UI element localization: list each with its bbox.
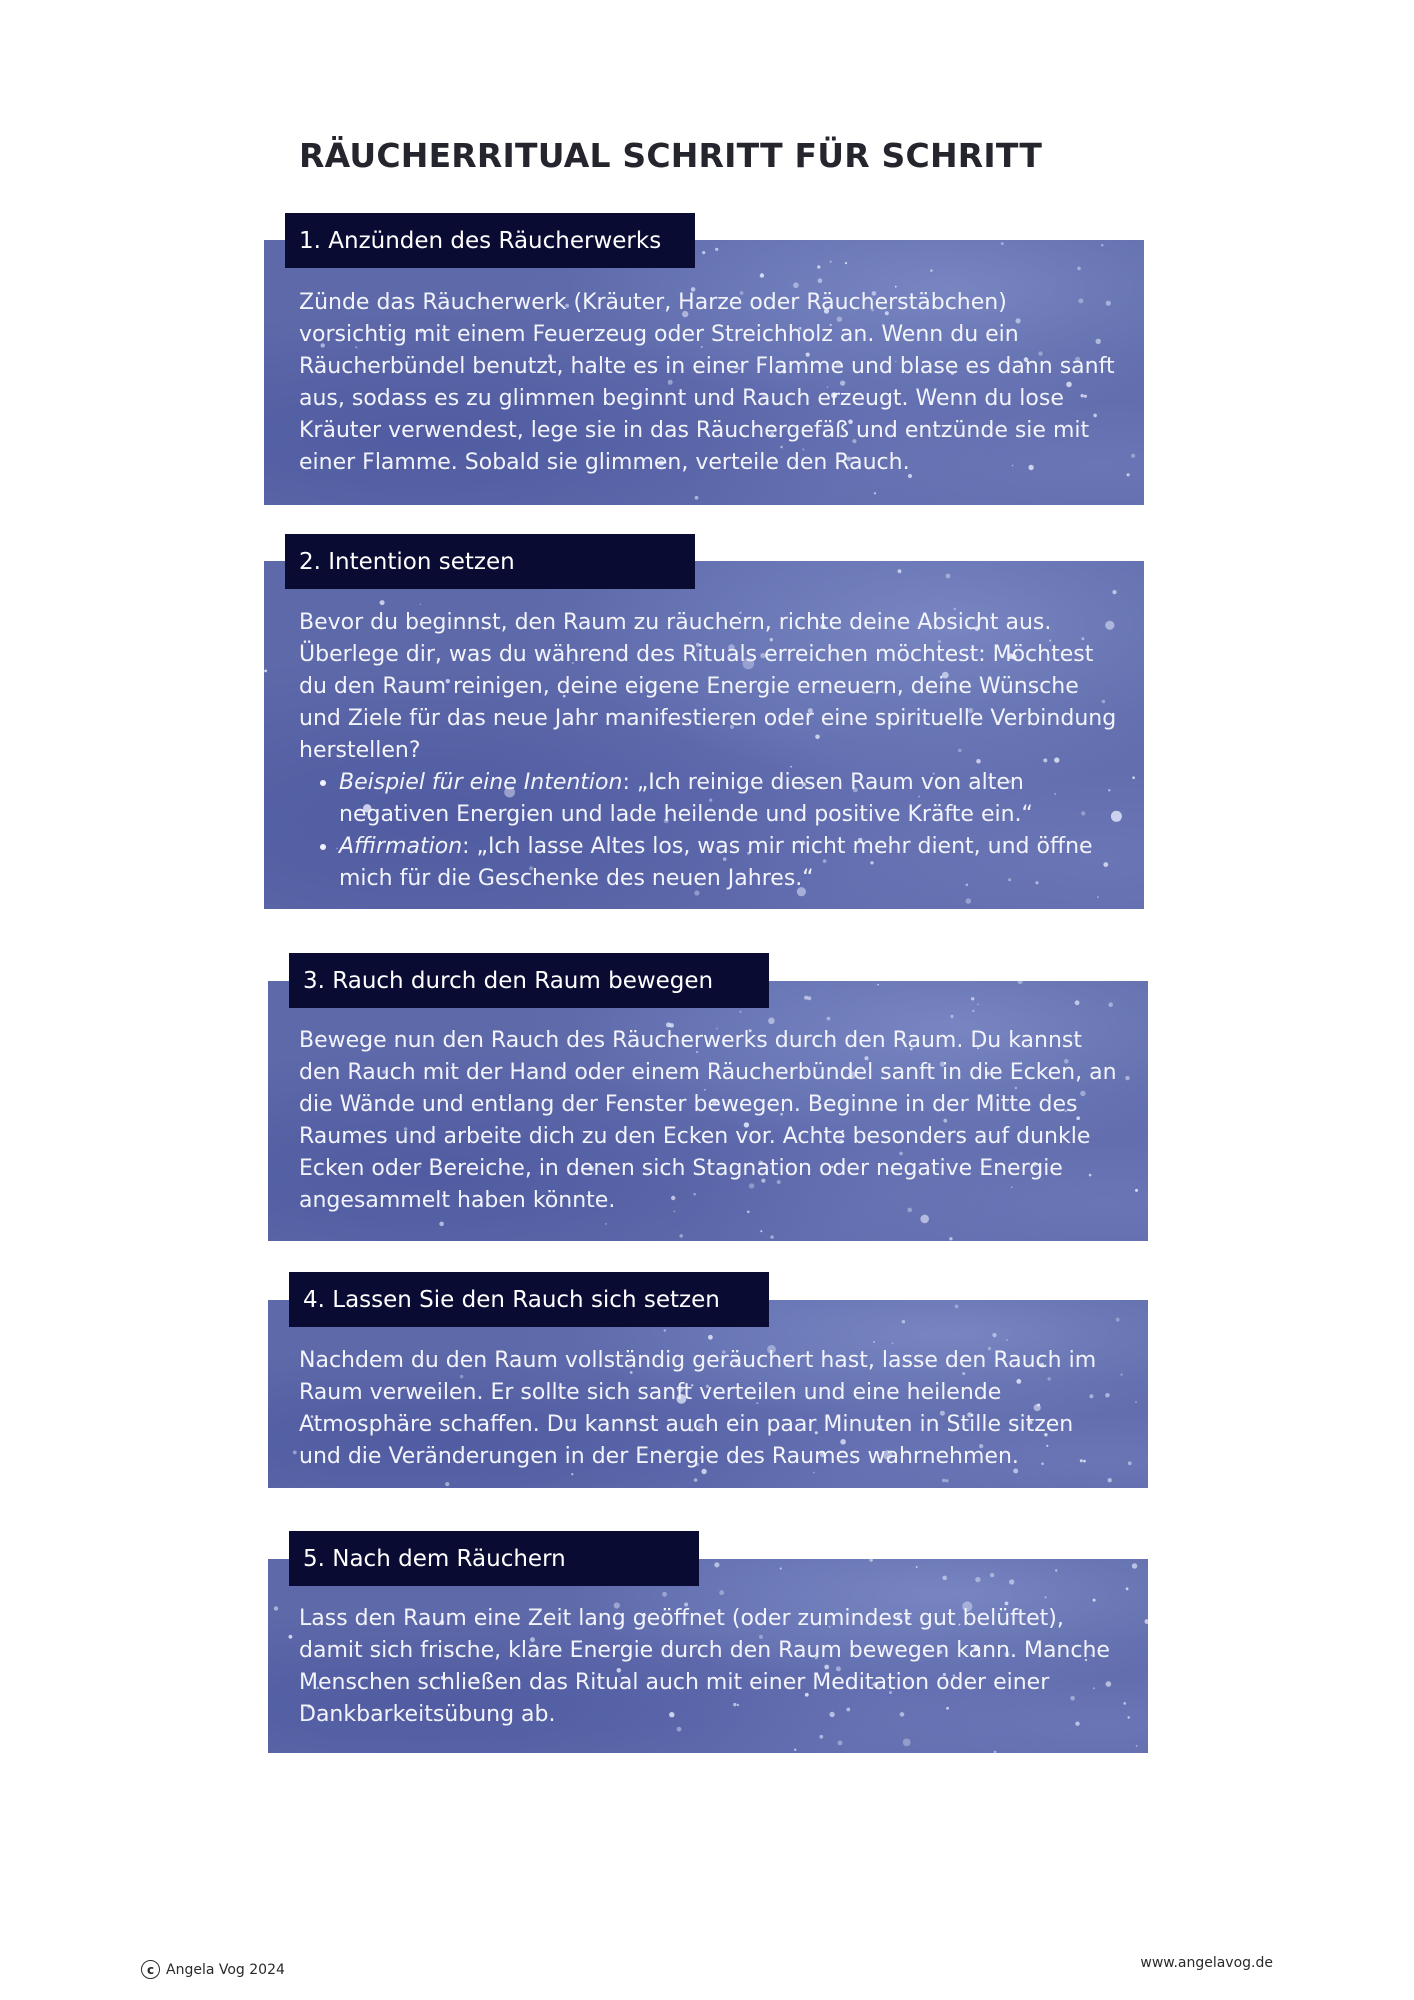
bullet-label: Affirmation: [339, 834, 463, 859]
copyright-text: Angela Vog 2024: [166, 1961, 285, 1978]
step-2-paragraph: Bevor du beginnst, den Raum zu räuchern, richte deine Absicht aus. Überlege dir, was du während des Rituals erreichen möchtest: Möchtest du den Raum reinigen, deine eigene Energie erneuern, deine Wünsche und Ziele für das neue Jahr manifestieren oder eine spirituelle Verbindung herstellen?: [299, 610, 1117, 763]
footer-website: www.angelavog.de: [1140, 1955, 1273, 1971]
step-5-paragraph: Lass den Raum eine Zeit lang geöffnet (oder zumindest gut belüftet), damit sich frische, klare Energie durch den Raum bewegen kann. Manche Menschen schließen das Ritual auch mit einer Meditation oder einer Dankbarkeitsübung ab.: [299, 1606, 1110, 1727]
step-3-paragraph: Bewege nun den Rauch des Räucherwerks durch den Raum. Du kannst den Rauch mit der Hand oder einem Räucherbündel sanft in die Ecken, an die Wände und entlang der Fenster bewegen. Beginne in der Mitte des Raumes und arbeite dich zu den Ecken vor. Achte besonders auf dunkle Ecken oder Bereiche, in denen sich Stagnation oder negative Energie angesammelt haben könnte.: [299, 1028, 1117, 1213]
footer-copyright: [141, 1960, 285, 1979]
step-3-heading: 3. Rauch durch den Raum bewegen: [289, 953, 769, 1008]
copyright-icon: c: [141, 1960, 160, 1979]
step-5-heading: 5. Nach dem Räuchern: [289, 1531, 699, 1586]
bullet-text: : „Ich reinige diesen Raum von alten negativen Energien und lade heilende und positive Kräfte ein.“: [339, 770, 1033, 827]
list-item: [339, 767, 1119, 831]
step-4-heading: 4. Lassen Sie den Rauch sich setzen: [289, 1272, 769, 1327]
step-4-text: [299, 1345, 1119, 1473]
bullet-text: : „Ich lasse Altes los, was mir nicht mehr dient, und öffne mich für die Geschenke des neuen Jahres.“: [339, 834, 1093, 891]
step-3-text: [299, 1025, 1119, 1217]
step-2-heading: 2. Intention setzen: [285, 534, 695, 589]
list-item: [339, 831, 1119, 895]
step-4-paragraph: Nachdem du den Raum vollständig geräuchert hast, lasse den Rauch im Raum verweilen. Er sollte sich sanft verteilen und eine heilende Atmosphäre schaffen. Du kannst auch ein paar Minuten in Stille sitzen und die Veränderungen in der Energie des Raumes wahrnehmen.: [299, 1348, 1097, 1469]
step-1-text: [299, 287, 1119, 479]
step-1-paragraph: Zünde das Räucherwerk (Kräuter, Harze oder Räucherstäbchen) vorsichtig mit einem Feuerzeug oder Streichholz an. Wenn du ein Räucherbündel benutzt, halte es in einer Flamme und blase es dann sanft aus, sodass es zu glimmen beginnt und Rauch erzeugt. Wenn du lose Kräuter verwendest, lege sie in das Räuchergefäß und entzünde sie mit einer Flamme. Sobald sie glimmen, verteile den Rauch.: [299, 290, 1115, 475]
intention-list: [299, 767, 1119, 895]
page-title: RÄUCHERRITUAL SCHRITT FÜR SCHRITT: [299, 136, 1043, 175]
step-2-text: [299, 607, 1119, 895]
step-5-text: [299, 1603, 1119, 1731]
step-1-heading: 1. Anzünden des Räucherwerks: [285, 213, 695, 268]
bullet-label: Beispiel für eine Intention: [339, 770, 623, 795]
